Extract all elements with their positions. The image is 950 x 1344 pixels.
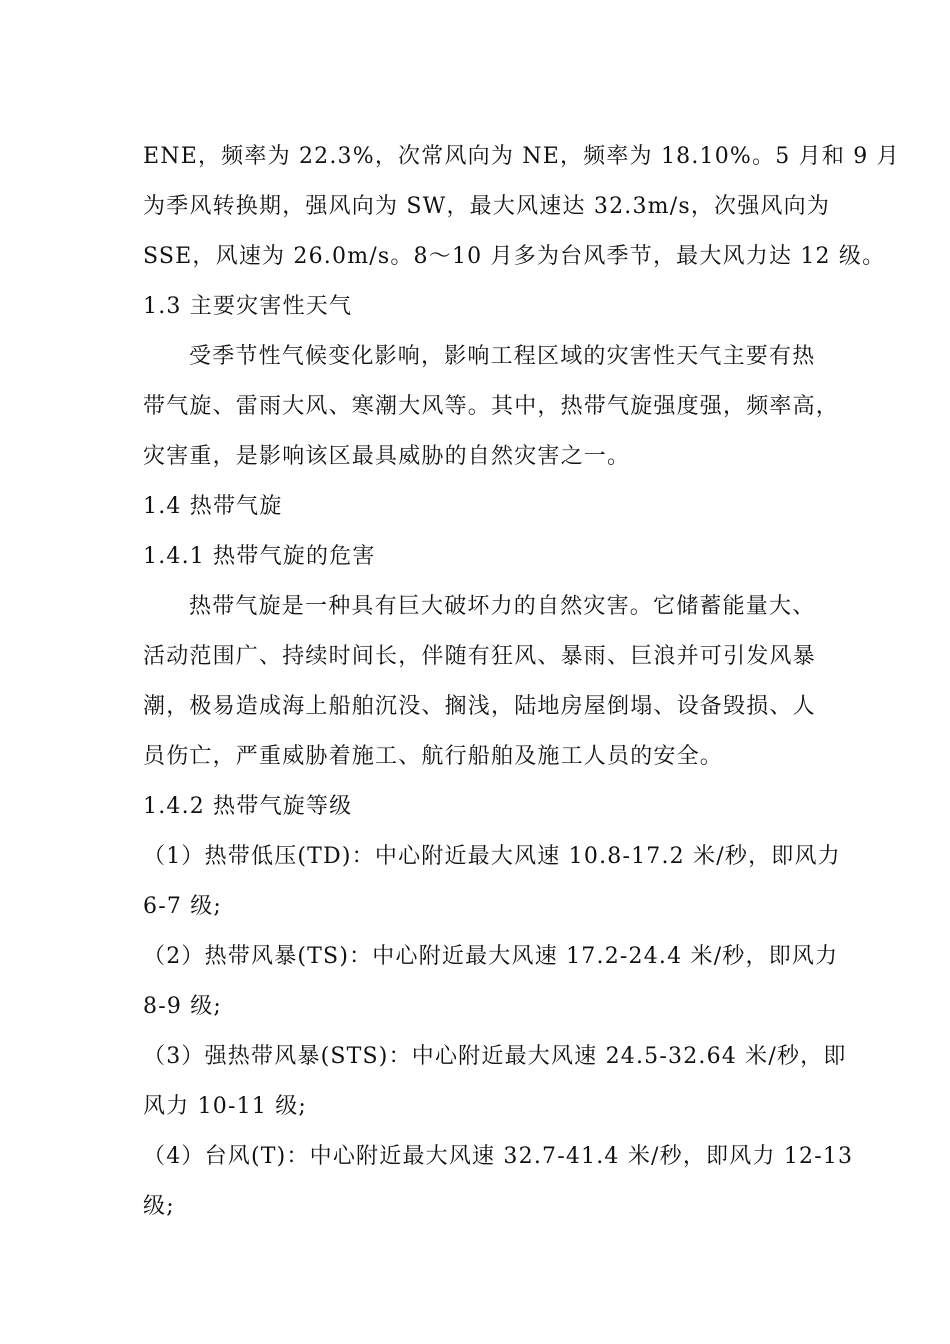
list-item-continuation: 8-9 级; bbox=[143, 994, 223, 1019]
text-line: 潮，极易造成海上船舶沉没、搁浅，陆地房屋倒塌、设备毁损、人 bbox=[143, 694, 816, 719]
list-item: （1）热带低压(TD)：中心附近最大风速 10.8-17.2 米/秒，即风力 bbox=[143, 844, 841, 869]
list-item-continuation: 6-7 级; bbox=[143, 894, 223, 919]
text-line: 热带气旋是一种具有巨大破坏力的自然灾害。它储蓄能量大、 bbox=[189, 594, 816, 619]
list-item-continuation: 级; bbox=[143, 1194, 175, 1219]
text-line: 带气旋、雷雨大风、寒潮大风等。其中，热带气旋强度强，频率高， bbox=[143, 394, 840, 419]
text-line: 受季节性气候变化影响，影响工程区域的灾害性天气主要有热 bbox=[189, 344, 816, 369]
list-item: （3）强热带风暴(STS)：中心附近最大风速 24.5-32.64 米/秒，即 bbox=[143, 1044, 847, 1069]
text-line: 活动范围广、持续时间长，伴随有狂风、暴雨、巨浪并可引发风暴 bbox=[143, 644, 816, 669]
section-heading: 1.3 主要灾害性天气 bbox=[143, 294, 353, 319]
text-line: 员伤亡，严重威胁着施工、航行船舶及施工人员的安全。 bbox=[143, 744, 724, 769]
document-page bbox=[143, 132, 900, 1232]
text-line: 灾害重，是影响该区最具威胁的自然灾害之一。 bbox=[143, 444, 631, 469]
subsection-heading: 1.4.1 热带气旋的危害 bbox=[143, 544, 376, 569]
section-heading: 1.4 热带气旋 bbox=[143, 494, 283, 519]
list-item: （4）台风(T)：中心附近最大风速 32.7-41.4 米/秒，即风力 12-13 bbox=[143, 1144, 854, 1169]
text-line: 为季风转换期，强风向为 SW，最大风速达 32.3m/s，次强风向为 bbox=[143, 194, 831, 219]
list-item: （2）热带风暴(TS)：中心附近最大风速 17.2-24.4 米/秒，即风力 bbox=[143, 944, 839, 969]
subsection-heading: 1.4.2 热带气旋等级 bbox=[143, 794, 353, 819]
text-line: SSE，风速为 26.0m/s。8～10 月多为台风季节，最大风力达 12 级。 bbox=[143, 244, 886, 269]
text-line: ENE，频率为 22.3%，次常风向为 NE，频率为 18.10%。5 月和 9 月 bbox=[143, 144, 900, 169]
list-item-continuation: 风力 10-11 级; bbox=[143, 1094, 308, 1119]
